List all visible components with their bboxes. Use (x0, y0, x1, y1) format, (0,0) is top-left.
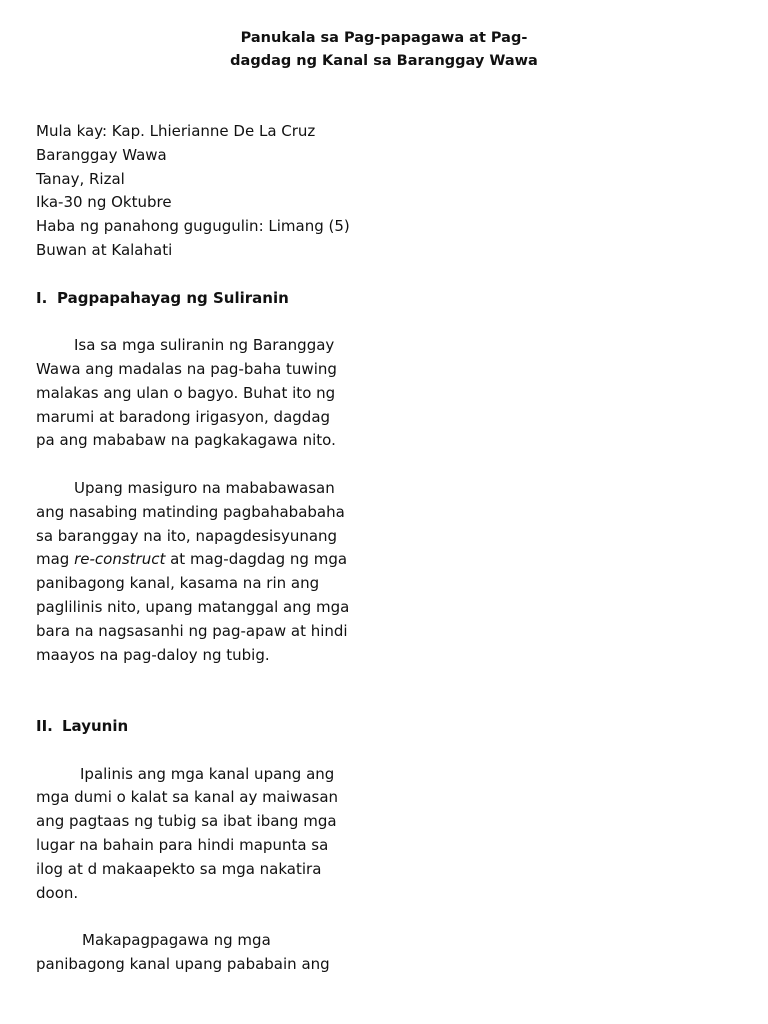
title-line: Panukala sa Pag-papagawa at Pag- (240, 30, 528, 46)
paragraph-line: maayos na pag-daloy ng tubig. (36, 645, 270, 664)
header-location: Tanay, Rizal (36, 169, 125, 188)
paragraph (36, 763, 356, 906)
paragraph-line: ilog at d makaapekto sa mga nakatira (36, 859, 322, 878)
paragraph-line: mga dumi o kalat sa kanal ay maiwasan (36, 788, 339, 807)
section-number: II. (36, 716, 53, 735)
paragraph-line: bara na nagsasanhi ng pag-apaw at hindi (36, 621, 348, 640)
section-title: Pagpapahayag ng Suliranin (57, 288, 289, 307)
paragraph (36, 477, 356, 667)
section-heading (36, 715, 356, 739)
document-title (0, 27, 768, 73)
header-barangay: Baranggay Wawa (36, 145, 167, 164)
paragraph-line: Isa sa mga suliranin ng Baranggay (74, 336, 335, 355)
paragraph-line: paglilinis nito, upang matanggal ang mga (36, 597, 350, 616)
paragraph-line: Makapagpagawa ng mga (82, 931, 271, 950)
emphasized-term: re-construct (74, 550, 166, 569)
paragraph-line: marumi at baradong irigasyon, dagdag (36, 407, 331, 426)
paragraph-line: pa ang mababaw na pagkakagawa nito. (36, 431, 336, 450)
text-run: mag (36, 550, 75, 569)
header-from: Mula kay: Kap. Lhierianne De La Cruz (36, 122, 316, 140)
section-title: Layunin (62, 716, 129, 735)
paragraph-line: Wawa ang madalas na pag-baha tuwing (36, 359, 337, 378)
paragraph-line: ang pagtaas ng tubig sa ibat ibang mga (36, 812, 337, 831)
document-body (36, 120, 356, 977)
paragraph-line: sa baranggay na ito, napagdesisyunang (36, 526, 338, 545)
header-date: Ika-30 ng Oktubre (36, 193, 172, 212)
paragraph-line (36, 548, 356, 572)
paragraph-line: doon. (36, 883, 79, 902)
paragraph (36, 334, 356, 453)
paragraph-line: Ipalinis ang mga kanal upang ang (80, 764, 335, 783)
paragraph-line: Upang masiguro na mababawasan (74, 478, 335, 497)
paragraph-line: lugar na bahain para hindi mapunta sa (36, 835, 329, 854)
header-info (36, 120, 356, 263)
text-run: at mag-dagdag ng mga (165, 550, 348, 569)
paragraph-line: panibagong kanal, kasama na rin ang (36, 574, 320, 593)
header-duration-cont: Buwan at Kalahati (36, 240, 173, 259)
section-heading (36, 287, 356, 311)
paragraph-line: ang nasabing matinding pagbahababaha (36, 502, 345, 521)
section-number: I. (36, 288, 48, 307)
paragraph-line: panibagong kanal upang pababain ang (36, 954, 330, 973)
header-duration: Haba ng panahong gugugulin: Limang (5) (36, 217, 350, 236)
title-line: dagdag ng Kanal sa Baranggay Wawa (230, 53, 538, 69)
paragraph (36, 929, 356, 977)
paragraph-line: malakas ang ulan o bagyo. Buhat ito ng (36, 383, 336, 402)
